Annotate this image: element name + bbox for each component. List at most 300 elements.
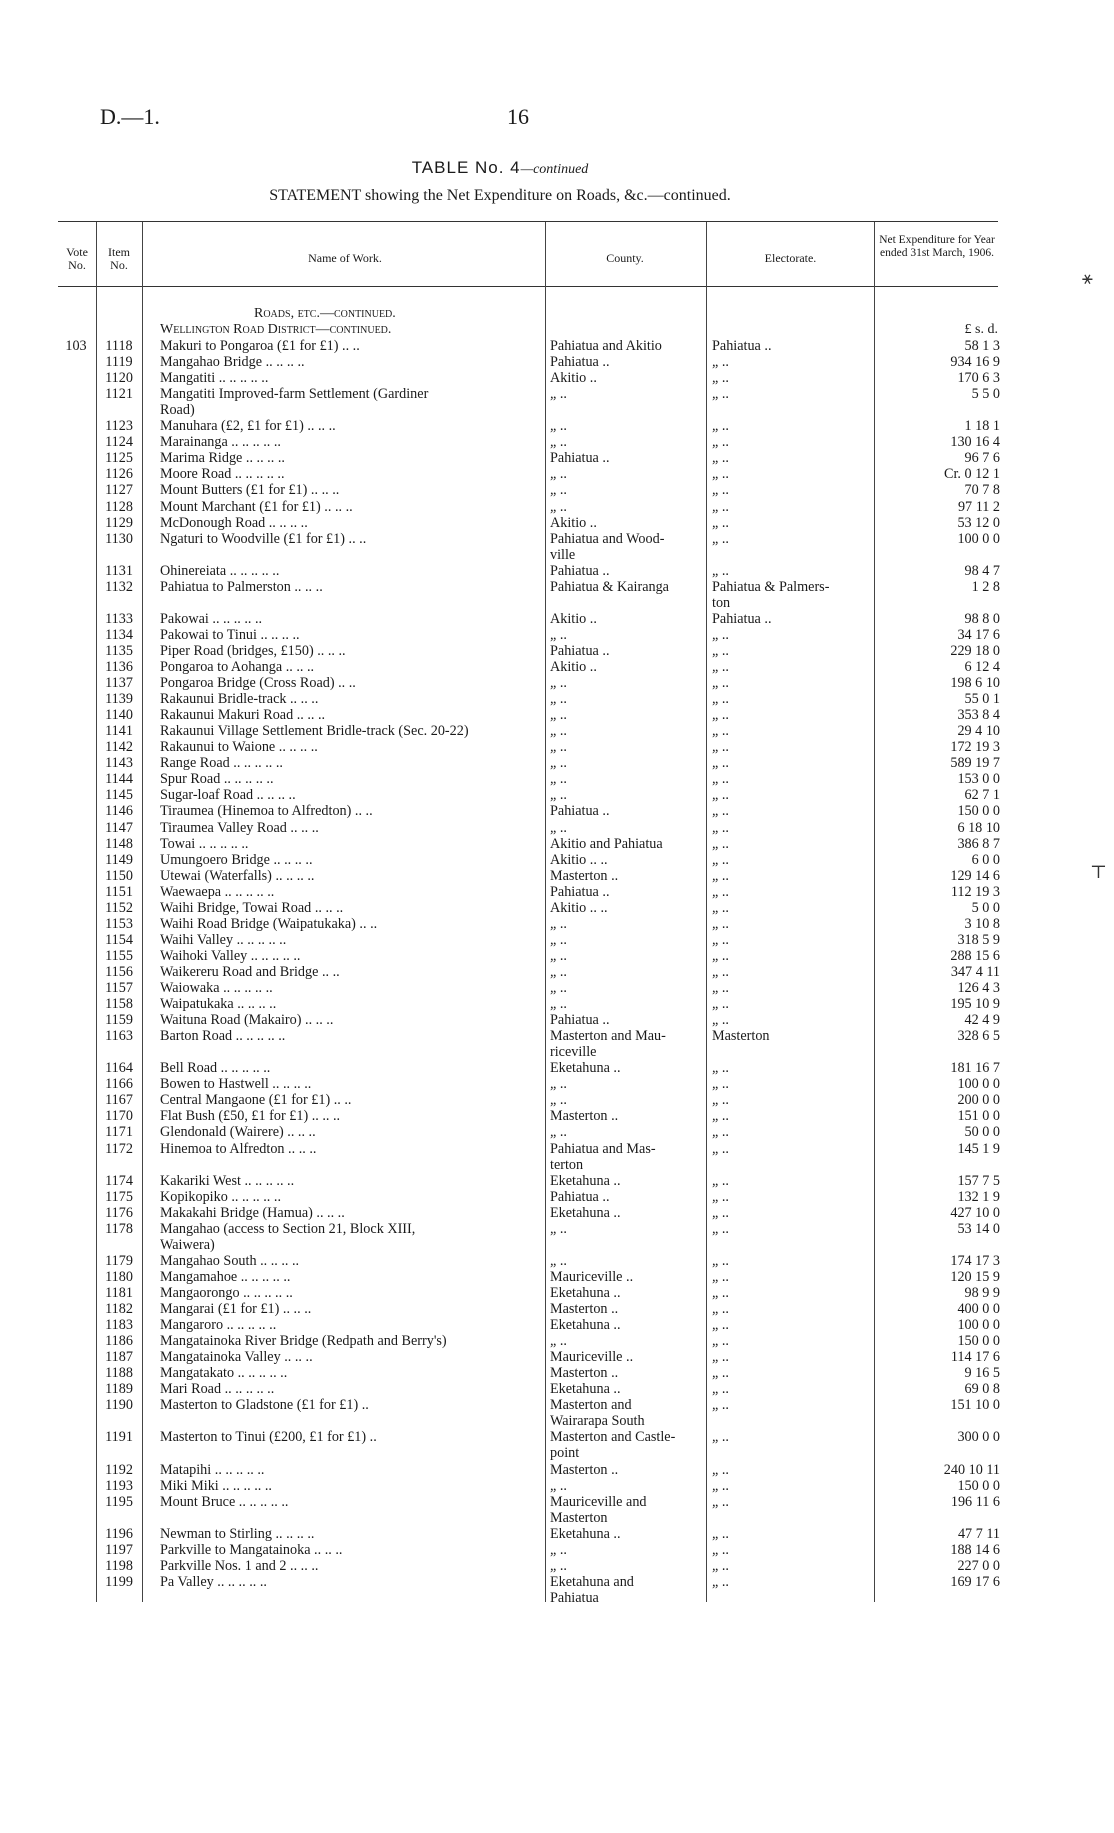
table-row [0, 1445, 1000, 1461]
table-row [0, 1333, 1000, 1349]
county-cell: Pahiatua .. [550, 803, 610, 820]
page-number: 16 [507, 104, 529, 129]
amount-cell: 55 0 1 [964, 691, 1000, 708]
county-cell: Akitio and Pahiatua [550, 835, 663, 852]
table-row [0, 820, 1000, 836]
margin-mark: ⊤ [1090, 862, 1107, 882]
county-cell: Eketahuna .. [550, 1284, 621, 1301]
table-row [0, 450, 1000, 466]
item-no-cell: 1167 [105, 1092, 133, 1109]
electorate-cell: „ .. [712, 739, 729, 756]
table-row [0, 1381, 1000, 1397]
electorate-cell: „ .. [712, 996, 729, 1013]
work-name-cell: Makakahi Bridge (Hamua) .. .. .. [160, 1204, 345, 1221]
electorate-cell: „ .. [712, 819, 729, 836]
amount-cell: 50 0 0 [964, 1124, 1000, 1141]
electorate-cell: „ .. [712, 482, 729, 499]
work-name-cell: Waituna Road (Makairo) .. .. .. [160, 1012, 334, 1029]
item-no-cell: 1163 [105, 1028, 133, 1045]
amount-cell: 589 19 7 [950, 755, 1000, 772]
work-name-cell: Kakariki West .. .. .. .. .. [160, 1172, 295, 1189]
amount-cell: 151 10 0 [950, 1397, 1000, 1414]
electorate-cell: „ .. [712, 1429, 729, 1446]
county-cell: „ .. [550, 1333, 567, 1350]
amount-cell: 153 0 0 [957, 771, 1000, 788]
electorate-cell: „ .. [712, 1525, 729, 1542]
amount-cell: 58 1 3 [964, 338, 1000, 354]
table-row [0, 868, 1000, 884]
item-no-cell: 1179 [105, 1252, 133, 1269]
electorate-cell: „ .. [712, 1284, 729, 1301]
amount-cell: 1 2 8 [971, 578, 1000, 595]
work-name-cell: Parkville to Mangatainoka .. .. .. [160, 1541, 343, 1558]
county-cell: „ .. [550, 739, 567, 756]
county-cell: Eketahuna .. [550, 1317, 621, 1334]
work-name-cell: Utewai (Waterfalls) .. .. .. .. [160, 867, 315, 884]
county-cell: „ .. [550, 723, 567, 740]
col-header-expenditure: Net Expenditure for Year ended 31st March, 1906. [879, 234, 995, 259]
work-name-cell: Spur Road .. .. .. .. .. [160, 771, 274, 788]
item-no-cell: 1155 [105, 947, 133, 964]
county-cell: „ .. [550, 755, 567, 772]
amount-cell: 195 10 9 [950, 996, 1000, 1013]
table-row [0, 482, 1000, 498]
county-cell: riceville [550, 1044, 597, 1061]
electorate-cell: „ .. [712, 947, 729, 964]
item-no-cell: 1132 [105, 578, 133, 595]
table-row [0, 1590, 1000, 1606]
electorate-cell: „ .. [712, 1172, 729, 1189]
currency-header: £ s. d. [964, 322, 998, 337]
county-cell: Akitio .. [550, 370, 597, 387]
item-no-cell: 1119 [105, 354, 133, 371]
table-row [0, 900, 1000, 916]
table-row [0, 1189, 1000, 1205]
item-no-cell: 1159 [105, 1012, 133, 1029]
item-no-cell: 1186 [105, 1333, 133, 1350]
item-no-cell: 1137 [105, 675, 133, 692]
county-cell: Masterton and [550, 1397, 632, 1414]
electorate-cell: „ .. [712, 675, 729, 692]
work-name-cell: Parkville Nos. 1 and 2 .. .. .. [160, 1557, 319, 1574]
work-name-cell: Piper Road (bridges, £150) .. .. .. [160, 642, 346, 659]
amount-cell: 188 14 6 [950, 1541, 1000, 1558]
table-row [0, 1510, 1000, 1526]
item-no-cell: 1136 [105, 659, 133, 675]
electorate-cell: „ .. [712, 498, 729, 515]
item-no-cell: 1171 [105, 1124, 133, 1141]
work-name-cell: Mari Road .. .. .. .. .. [160, 1381, 275, 1398]
item-no-cell: 1152 [105, 899, 133, 916]
table-row [0, 1060, 1000, 1076]
amount-cell: 3 10 8 [964, 915, 1000, 932]
work-name-cell: Bell Road .. .. .. .. .. [160, 1060, 271, 1077]
item-no-cell: 1190 [105, 1397, 133, 1414]
amount-cell: 347 4 11 [950, 963, 1000, 980]
item-no-cell: 1183 [105, 1317, 133, 1334]
work-name-cell: Moore Road .. .. .. .. .. [160, 466, 285, 483]
county-cell: „ .. [550, 498, 567, 515]
county-cell: Eketahuna .. [550, 1060, 621, 1077]
work-name-cell: Mangarai (£1 for £1) .. .. .. [160, 1301, 312, 1317]
item-no-cell: 1175 [105, 1188, 133, 1205]
amount-cell: 328 6 5 [957, 1028, 1000, 1045]
work-name-cell: Mangatiti .. .. .. .. .. [160, 370, 269, 387]
item-no-cell: 1147 [105, 819, 133, 836]
county-cell: Eketahuna .. [550, 1525, 621, 1542]
amount-cell: 6 18 10 [957, 819, 1000, 836]
electorate-cell: „ .. [712, 1140, 729, 1157]
item-no-cell: 1127 [105, 482, 133, 499]
work-name-cell: Waewaepa .. .. .. .. .. [160, 883, 275, 900]
item-no-cell: 1124 [105, 434, 133, 451]
table-row [0, 386, 1000, 402]
work-name-cell: Rakaunui Makuri Road .. .. .. [160, 707, 326, 724]
work-name-cell: Waihi Valley .. .. .. .. .. [160, 931, 287, 948]
work-name-cell: Mangatainoka River Bridge (Redpath and Berry's) [160, 1333, 447, 1350]
table-row [0, 627, 1000, 643]
table-row [0, 579, 1000, 595]
item-no-cell: 1182 [105, 1301, 133, 1317]
county-cell: „ .. [550, 386, 567, 403]
county-cell: „ .. [550, 1124, 567, 1141]
item-no-cell: 1195 [105, 1493, 133, 1510]
item-no-cell: 1134 [105, 626, 133, 643]
work-name-cell: Central Mangaone (£1 for £1) .. .. [160, 1092, 352, 1109]
table-row [0, 1429, 1000, 1445]
table-row [0, 370, 1000, 386]
item-no-cell: 1148 [105, 835, 133, 852]
county-cell: Pahiatua .. [550, 883, 610, 900]
county-cell: „ .. [550, 707, 567, 724]
work-name-cell: Sugar-loaf Road .. .. .. .. [160, 787, 296, 804]
electorate-cell: „ .. [712, 1317, 729, 1334]
table-row [0, 563, 1000, 579]
electorate-cell: „ .. [712, 370, 729, 387]
county-cell: Akitio .. [550, 659, 597, 675]
table-row [0, 659, 1000, 675]
item-no-cell: 1143 [105, 755, 133, 772]
amount-cell: 170 6 3 [957, 370, 1000, 387]
amount-cell: 145 1 9 [957, 1140, 1000, 1157]
electorate-cell: „ .. [712, 915, 729, 932]
county-cell: „ .. [550, 1557, 567, 1574]
work-name-cell: Bowen to Hastwell .. .. .. .. [160, 1076, 312, 1093]
section-heading-roads: Roads, etc.—continued. [254, 306, 396, 321]
work-name-cell: Road) [160, 402, 195, 419]
col-header-electorate: Electorate. [764, 251, 817, 265]
electorate-cell: „ .. [712, 659, 729, 675]
table-row [0, 691, 1000, 707]
table-row [0, 1237, 1000, 1253]
work-name-cell: McDonough Road .. .. .. .. [160, 514, 308, 531]
table-row [0, 1494, 1000, 1510]
county-cell: Pahiatua .. [550, 1188, 610, 1205]
table-row [0, 338, 1000, 354]
item-no-cell: 1144 [105, 771, 133, 788]
table-row [0, 1365, 1000, 1381]
table-row [0, 1558, 1000, 1574]
col-header-county: County. [606, 251, 644, 265]
work-name-cell: Mangatainoka Valley .. .. .. [160, 1349, 313, 1366]
item-no-cell: 1118 [105, 338, 133, 354]
item-no-cell: 1151 [105, 883, 133, 900]
table-row [0, 996, 1000, 1012]
item-no-cell: 1131 [105, 562, 133, 579]
work-name-cell: Mangaorongo .. .. .. .. .. [160, 1284, 293, 1301]
electorate-cell: „ .. [712, 835, 729, 852]
amount-cell: 229 18 0 [950, 642, 1000, 659]
table-row [0, 1108, 1000, 1124]
county-cell: „ .. [550, 1252, 567, 1269]
county-cell: „ .. [550, 675, 567, 692]
item-no-cell: 1199 [105, 1573, 133, 1590]
county-cell: Akitio .. [550, 610, 597, 627]
electorate-cell: „ .. [712, 1541, 729, 1558]
amount-cell: 1 18 1 [964, 418, 1000, 435]
item-no-cell: 1176 [105, 1204, 133, 1221]
item-no-cell: 1149 [105, 851, 133, 868]
table-row [0, 1526, 1000, 1542]
work-name-cell: Glendonald (Wairere) .. .. .. [160, 1124, 316, 1141]
item-no-cell: 1129 [105, 514, 133, 531]
amount-cell: 300 0 0 [957, 1429, 1000, 1446]
work-name-cell: Mangahao South .. .. .. .. [160, 1252, 300, 1269]
item-no-cell: 1141 [105, 723, 133, 740]
county-cell: Pahiatua and Akitio [550, 338, 662, 354]
item-no-cell: 1170 [105, 1108, 133, 1125]
electorate-cell: „ .. [712, 1124, 729, 1141]
county-cell: „ .. [550, 482, 567, 499]
amount-cell: 100 0 0 [957, 530, 1000, 547]
electorate-cell: „ .. [712, 626, 729, 643]
county-cell: Eketahuna .. [550, 1381, 621, 1398]
item-no-cell: 1125 [105, 450, 133, 467]
amount-cell: 288 15 6 [950, 947, 1000, 964]
item-no-cell: 1193 [105, 1477, 133, 1494]
amount-cell: 112 19 3 [950, 883, 1000, 900]
electorate-cell: „ .. [712, 1557, 729, 1574]
item-no-cell: 1156 [105, 963, 133, 980]
electorate-cell: „ .. [712, 434, 729, 451]
electorate-cell: „ .. [712, 1301, 729, 1317]
table-row [0, 1349, 1000, 1365]
amount-cell: 98 8 0 [964, 610, 1000, 627]
table-row [0, 1301, 1000, 1317]
electorate-cell: „ .. [712, 1108, 729, 1125]
amount-cell: 169 17 6 [950, 1573, 1000, 1590]
amount-cell: 114 17 6 [950, 1349, 1000, 1366]
table-row [0, 771, 1000, 787]
county-cell: „ .. [550, 1477, 567, 1494]
electorate-cell: „ .. [712, 691, 729, 708]
work-name-cell: Waihoki Valley .. .. .. .. .. [160, 947, 301, 964]
table-row [0, 1044, 1000, 1060]
table-row [0, 739, 1000, 755]
county-cell: Pahiatua .. [550, 642, 610, 659]
amount-cell: 150 0 0 [957, 1333, 1000, 1350]
electorate-cell: „ .. [712, 1477, 729, 1494]
county-cell: „ .. [550, 980, 567, 996]
work-name-cell: Mangatiti Improved-farm Settlement (Gardiner [160, 386, 429, 403]
work-name-cell: Pongaroa to Aohanga .. .. .. [160, 659, 315, 675]
col-header-vote: Vote No. [66, 245, 88, 272]
item-no-cell: 1120 [105, 370, 133, 387]
amount-cell: 100 0 0 [957, 1076, 1000, 1093]
item-no-cell: 1192 [105, 1461, 133, 1478]
work-name-cell: Mount Butters (£1 for £1) .. .. .. [160, 482, 340, 499]
col-header-name: Name of Work. [308, 251, 382, 265]
electorate-cell: „ .. [712, 1349, 729, 1366]
county-cell: Masterton .. [550, 1301, 619, 1317]
work-name-cell: Waiowaka .. .. .. .. .. [160, 980, 273, 996]
item-no-cell: 1157 [105, 980, 133, 996]
work-name-cell: Matapihi .. .. .. .. .. [160, 1461, 265, 1478]
amount-cell: 96 7 6 [964, 450, 1000, 467]
table-row [0, 1253, 1000, 1269]
amount-cell: 5 0 0 [971, 899, 1000, 916]
work-name-cell: Kopikopiko .. .. .. .. .. [160, 1188, 281, 1205]
item-no-cell: 1128 [105, 498, 133, 515]
table-row [0, 1076, 1000, 1092]
electorate-cell: „ .. [712, 1333, 729, 1350]
header-top-rule [58, 221, 998, 222]
electorate-cell: „ .. [712, 514, 729, 531]
amount-cell: 196 11 6 [950, 1493, 1000, 1510]
electorate-cell: „ .. [712, 1076, 729, 1093]
county-cell: „ .. [550, 1220, 567, 1237]
item-no-cell: 1164 [105, 1060, 133, 1077]
amount-cell: 70 7 8 [964, 482, 1000, 499]
amount-cell: 47 7 11 [957, 1525, 1000, 1542]
amount-cell: 5 5 0 [971, 386, 1000, 403]
table-row [0, 1285, 1000, 1301]
amount-cell: 120 15 9 [950, 1268, 1000, 1285]
county-cell: Akitio .. [550, 514, 597, 531]
county-cell: „ .. [550, 915, 567, 932]
electorate-cell: „ .. [712, 707, 729, 724]
work-name-cell: Waipatukaka .. .. .. .. [160, 996, 277, 1013]
county-cell: Akitio .. .. [550, 899, 608, 916]
electorate-cell: „ .. [712, 851, 729, 868]
electorate-cell: „ .. [712, 723, 729, 740]
electorate-cell: „ .. [712, 803, 729, 820]
work-name-cell: Mangamahoe .. .. .. .. .. [160, 1268, 291, 1285]
work-name-cell: Rakaunui Bridle-track .. .. .. [160, 691, 319, 708]
col-header-item: Item No. [108, 245, 130, 272]
amount-cell: 150 0 0 [957, 1477, 1000, 1494]
item-no-cell: 1191 [105, 1429, 133, 1446]
amount-cell: 400 0 0 [957, 1301, 1000, 1317]
work-name-cell: Mangatakato .. .. .. .. .. [160, 1365, 288, 1382]
table-row [0, 1157, 1000, 1173]
electorate-cell: „ .. [712, 1365, 729, 1382]
item-no-cell: 1158 [105, 996, 133, 1013]
work-name-cell: Mangahao Bridge .. .. .. .. [160, 354, 305, 371]
county-cell: Masterton and Mau- [550, 1028, 666, 1045]
county-cell: Wairarapa South [550, 1413, 645, 1430]
electorate-cell: „ .. [712, 1060, 729, 1077]
item-no-cell: 1135 [105, 642, 133, 659]
item-no-cell: 1123 [105, 418, 133, 435]
county-cell: „ .. [550, 418, 567, 435]
table-row [0, 1028, 1000, 1044]
table-row [0, 515, 1000, 531]
table-row [0, 707, 1000, 723]
electorate-cell: „ .. [712, 530, 729, 547]
electorate-cell: „ .. [712, 1493, 729, 1510]
work-name-cell: Barton Road .. .. .. .. .. [160, 1028, 286, 1045]
county-cell: Pahiatua & Kairanga [550, 578, 669, 595]
table-row [0, 466, 1000, 482]
work-name-cell: Pongaroa Bridge (Cross Road) .. .. [160, 675, 356, 692]
county-cell: Pahiatua .. [550, 450, 610, 467]
county-cell: Masterton .. [550, 867, 619, 884]
county-cell: Masterton and Castle- [550, 1429, 676, 1446]
table-row [0, 948, 1000, 964]
amount-cell: 98 4 7 [964, 562, 1000, 579]
table-row [0, 643, 1000, 659]
table-row [0, 1012, 1000, 1028]
table-row [0, 1205, 1000, 1221]
amount-cell: 6 12 4 [964, 659, 1000, 675]
county-cell: Masterton .. [550, 1365, 619, 1382]
work-name-cell: Waikereru Road and Bridge .. .. [160, 963, 340, 980]
item-no-cell: 1154 [105, 931, 133, 948]
table-row [0, 1478, 1000, 1494]
county-cell: Pahiatua [550, 1589, 599, 1606]
amount-cell: 427 10 0 [950, 1204, 1000, 1221]
item-no-cell: 1139 [105, 691, 133, 708]
amount-cell: 53 12 0 [957, 514, 1000, 531]
table-row [0, 402, 1000, 418]
table-row [0, 932, 1000, 948]
electorate-cell: „ .. [712, 386, 729, 403]
county-cell: „ .. [550, 1076, 567, 1093]
item-no-cell: 1174 [105, 1172, 133, 1189]
county-cell: „ .. [550, 691, 567, 708]
table-row [0, 1124, 1000, 1140]
work-name-cell: Waihi Bridge, Towai Road .. .. .. [160, 899, 344, 916]
work-name-cell: Mangahao (access to Section 21, Block XIII, [160, 1220, 416, 1237]
work-name-cell: Towai .. .. .. .. .. [160, 835, 249, 852]
work-name-cell: Mount Marchant (£1 for £1) .. .. .. [160, 498, 353, 515]
electorate-cell: Pahiatua .. [712, 610, 772, 627]
table-row [0, 675, 1000, 691]
table-row [0, 964, 1000, 980]
county-cell: „ .. [550, 466, 567, 483]
county-cell: Pahiatua and Wood- [550, 530, 665, 547]
item-no-cell: 1153 [105, 915, 133, 932]
amount-cell: 934 16 9 [950, 354, 1000, 371]
county-cell: Pahiatua .. [550, 354, 610, 371]
item-no-cell: 1180 [105, 1268, 133, 1285]
table-row [0, 1221, 1000, 1237]
table-row [0, 1092, 1000, 1108]
county-cell: Masterton [550, 1509, 608, 1526]
county-cell: „ .. [550, 434, 567, 451]
amount-cell: 318 5 9 [957, 931, 1000, 948]
electorate-cell: „ .. [712, 755, 729, 772]
amount-cell: 174 17 3 [950, 1252, 1000, 1269]
item-no-cell: 1145 [105, 787, 133, 804]
amount-cell: 100 0 0 [957, 1317, 1000, 1334]
county-cell: „ .. [550, 626, 567, 643]
item-no-cell: 1166 [105, 1076, 133, 1093]
electorate-cell: „ .. [712, 354, 729, 371]
amount-cell: 42 4 9 [964, 1012, 1000, 1029]
table-row [0, 787, 1000, 803]
